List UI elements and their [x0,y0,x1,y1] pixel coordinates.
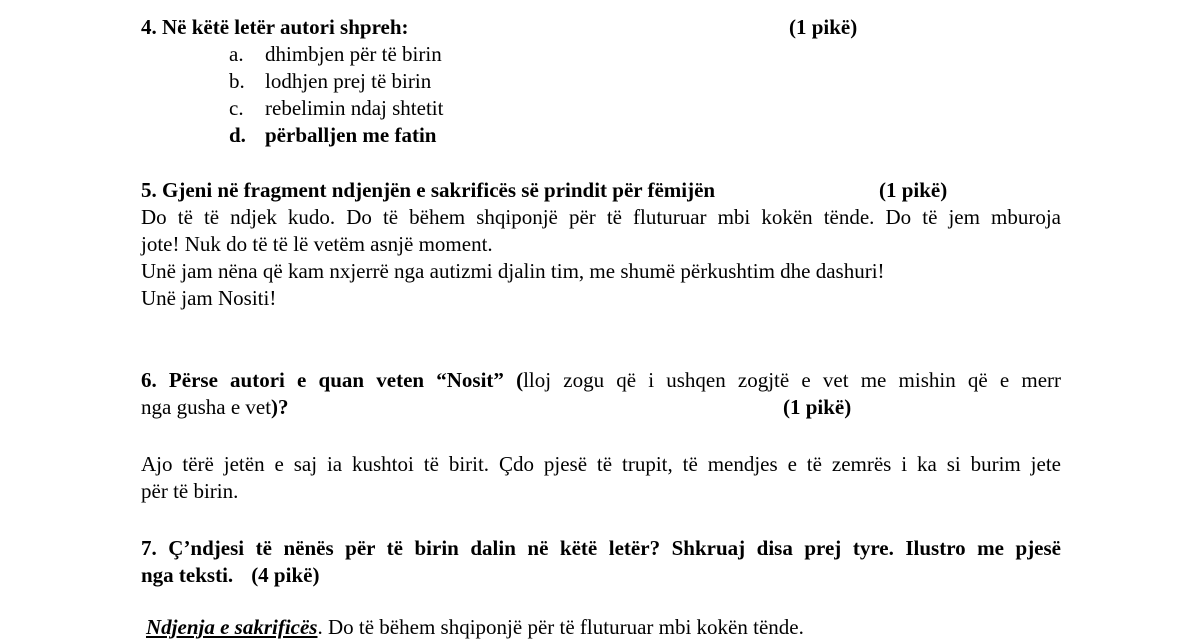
question-6-line-1 [141,367,1061,394]
question-6-line-2 [141,394,1061,421]
question-6 [141,367,1061,421]
question-6-line-2-bold: )? [271,395,289,419]
answer-line: Unë jam nëna që kam nxjerrë nga autizmi djalin tim, me shumë përkushtim dhe dashuri! [141,259,885,283]
option-letter: a. [229,42,244,66]
question-5-text: 5. Gjeni në fragment ndjenjën e sakrificës së prindit për fëmijën [141,178,716,202]
answer-line: Ajo tërë jetën e saj ia kushtoi të birit. Çdo pjesë të trupit, të mendjes e të zemrës i ka si burim jete [141,452,1061,476]
question-6-points: (1 pikë) [783,395,852,419]
option-c [229,95,443,122]
option-letter: c. [229,96,244,120]
option-letter: d. [229,123,246,147]
option-text: rebelimin ndaj shtetit [265,96,444,120]
answer-line: Do të të ndjek kudo. Do të bëhem shqiponjë për të fluturuar mbi kokën tënde. Do të jem mburoja [141,205,1061,229]
question-6-normal: lloj zogu që i ushqen zogjtë e vet me mishin që e merr [523,368,1062,392]
answer-line: jote! Nuk do të të lë vetëm asnjë moment. [141,232,493,256]
answer-line: Unë jam Nositi! [141,286,277,310]
option-text: dhimbjen për të birin [265,42,442,66]
option-d-correct [229,122,436,149]
question-7-answer [141,614,804,641]
question-7-points: (4 pikë) [251,563,320,587]
question-6-line-2-normal: nga gusha e vet [141,395,272,419]
option-a [229,41,442,68]
option-letter: b. [229,69,245,93]
answer-text: . Do të bëhem shqiponjë për të fluturuar mbi kokën tënde. [317,615,804,639]
option-text: përballjen me fatin [265,123,437,147]
question-6-bold: 6. Përse autori e quan veten “Nosit” ( [141,368,524,392]
question-7-line-2 [141,562,1061,589]
question-7 [141,535,1061,589]
question-4-points: (1 pikë) [789,15,858,39]
question-5-points: (1 pikë) [879,178,948,202]
option-b [229,68,431,95]
question-5-answer [141,204,1061,312]
answer-line: për të birin. [141,479,239,503]
question-7-line-2-text: nga teksti. [141,563,234,587]
question-4-text: 4. Në këtë letër autori shpreh: [141,15,409,39]
option-text: lodhjen prej të birin [265,69,432,93]
question-6-answer [141,451,1061,505]
question-7-line-1: 7. Ç’ndjesi të nënës për të birin dalin në këtë letër? Shkruaj disa prej tyre. Ilustro me pjesë [141,536,1061,560]
answer-label: Ndjenja e sakrificës [146,615,318,639]
